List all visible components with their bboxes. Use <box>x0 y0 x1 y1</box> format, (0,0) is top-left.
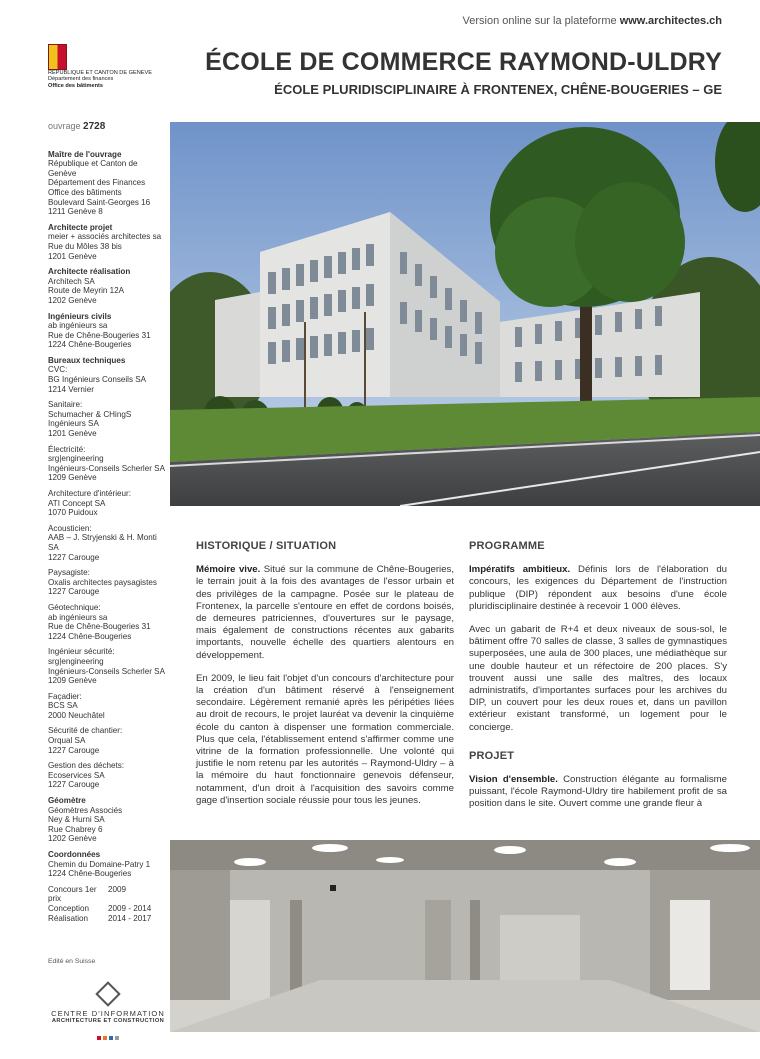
credit-line: 1209 Genève <box>48 676 97 686</box>
cic-tagline: ARCHITECTURE ET CONSTRUCTION <box>51 1018 165 1024</box>
history-lead: Mémoire vive. <box>196 564 261 576</box>
credit-section <box>48 647 168 685</box>
credit-line: Architech SA <box>48 276 95 286</box>
credit-line: 1070 Puidoux <box>48 508 98 518</box>
credit-line: Office des bâtiments <box>48 187 122 197</box>
date-value: 2009 <box>108 884 127 894</box>
date-row <box>48 885 168 904</box>
credit-line: Électricité: <box>48 444 86 454</box>
online-prefix: Version online sur la plateforme <box>462 15 620 27</box>
credit-section <box>48 400 168 438</box>
credit-line: Schumacher & CHingS <box>48 409 132 419</box>
page-title: ÉCOLE DE COMMERCE RAYMOND-ULDRY <box>205 48 722 76</box>
online-version-note <box>463 15 722 27</box>
credit-line: Rue de Chêne-Bougeries 31 <box>48 622 151 632</box>
projet-paragraph <box>469 774 727 811</box>
credit-line: 1224 Chêne-Bougeries <box>48 340 132 350</box>
credit-section <box>48 489 168 518</box>
programme-paragraph <box>469 564 727 613</box>
credit-section <box>48 796 168 844</box>
credit-line: Ingénieurs-Conseils Scherler SA <box>48 666 165 676</box>
credit-section-heading: Architecte réalisation <box>48 267 131 277</box>
credit-line: 1224 Chêne-Bougeries <box>48 869 132 879</box>
credit-section-heading: Ingénieurs civils <box>48 311 112 321</box>
credit-line: Acousticien: <box>48 523 92 533</box>
credit-line: Sécurité de chantier: <box>48 726 123 736</box>
programme-heading: PROGRAMME <box>469 540 545 552</box>
credit-line: 1214 Vernier <box>48 384 94 394</box>
credit-section <box>48 761 168 790</box>
credit-line: ab ingénieurs sa <box>48 612 108 622</box>
history-column <box>196 540 454 818</box>
credit-section <box>48 568 168 597</box>
logo-line: REPUBLIQUE ET CANTON DE GENEVE <box>48 70 152 76</box>
credit-line: 1227 Carouge <box>48 745 100 755</box>
credit-section <box>48 850 168 879</box>
credit-section <box>48 150 168 217</box>
credit-line: 1201 Genève <box>48 251 97 261</box>
credit-section-heading: Coordonnées <box>48 850 101 859</box>
credit-line: Ingénieurs SA <box>48 419 99 429</box>
date-row <box>48 914 168 924</box>
credit-section <box>48 692 168 721</box>
ouvrage-label: ouvrage <box>48 121 84 131</box>
credit-line: 1209 Genève <box>48 473 97 483</box>
credit-line: Département des Finances <box>48 178 146 188</box>
interior-photo <box>170 840 760 1032</box>
programme-column <box>469 540 727 822</box>
credit-line: Orqual SA <box>48 736 86 746</box>
credit-section <box>48 445 168 483</box>
credit-line: BG Ingénieurs Conseils SA <box>48 375 147 385</box>
credit-section-heading: Géomètre <box>48 796 86 806</box>
interior-photo-image <box>170 840 760 1032</box>
projet-heading: PROJET <box>469 749 515 762</box>
cic-color-dots <box>48 1027 168 1045</box>
ouvrage-number <box>48 122 168 132</box>
geneva-crest-icon <box>48 44 67 70</box>
credit-section <box>48 524 168 562</box>
date-label: Conception <box>48 903 89 913</box>
logo-line: Département des finances <box>48 76 114 83</box>
credit-line: Rue de Chêne-Bougeries 31 <box>48 330 151 340</box>
credit-line: Géotechnique: <box>48 602 101 612</box>
credit-line: Architecture d'intérieur: <box>48 489 131 498</box>
credit-section-heading: Architecte projet <box>48 222 113 232</box>
credit-line: AAB – J. Stryjenski & H. Monti SA <box>48 533 157 552</box>
credit-line: srg|engineering <box>48 454 104 464</box>
credit-line: 1227 Carouge <box>48 552 100 562</box>
credit-line: Gestion des déchets: <box>48 761 125 771</box>
edition-note: Edité en Suisse <box>48 958 96 966</box>
credit-line: 1202 Genève <box>48 834 97 844</box>
credit-section <box>48 356 168 394</box>
history-paragraph-2: En 2009, le lieu fait l'objet d'un concours d'architecture pour la création d'un bâtiment réservé à l'enseignement secondaire. Légèrement remanié après les péripéties liées au droit de recours, le projet lauréat va devenir la cinquième école du canton à dispenser une formation commerciale. Plus que cela, l'établissement entend s'affirmer comme une vitrine de la formation professionnelle. Une volonté qui justifie le nom retenu par les autorités – Raymond-Uldry – à la mémoire du haut fonctionnaire genevois défenseur, notamment, d'un droit à l'acquisition des savoirs comme gage d'insertion sociale réussie pour tous les jeunes. <box>196 672 454 806</box>
credit-line: BCS SA <box>48 701 78 711</box>
credit-line: 1211 Genève 8 <box>48 207 103 217</box>
date-row <box>48 904 168 914</box>
history-paragraph <box>196 564 454 662</box>
exterior-photo <box>170 122 760 506</box>
credit-line: Chemin du Domaine-Patry 1 <box>48 859 151 869</box>
credit-line: CVC: <box>48 365 68 375</box>
credit-line: 1201 Genève <box>48 429 97 439</box>
credit-line: Boulevard Saint-Georges 16 <box>48 197 151 207</box>
credit-line: 2000 Neuchâtel <box>48 710 105 720</box>
cic-logo <box>48 985 168 1045</box>
credit-sections <box>48 150 168 879</box>
credit-line: ab ingénieurs sa <box>48 321 108 331</box>
credit-section <box>48 312 168 350</box>
page-subtitle: ÉCOLE PLURIDISCIPLINAIRE À FRONTENEX, CHÊNE-BOUGERIES – GE <box>274 82 722 97</box>
credit-line: 1224 Chêne-Bougeries <box>48 631 132 641</box>
credit-line: Rue Chabrey 6 <box>48 824 103 834</box>
credit-section <box>48 603 168 641</box>
credit-line: Paysagiste: <box>48 568 90 578</box>
online-site-link[interactable]: www.architectes.ch <box>619 15 722 27</box>
cic-name: CENTRE D'INFORMATION <box>51 1009 165 1018</box>
date-value: 2014 - 2017 <box>108 913 152 923</box>
project-dates <box>48 885 168 923</box>
credit-line: meier + associés architectes sa <box>48 232 162 242</box>
credit-line: 1227 Carouge <box>48 780 100 790</box>
credit-line: srg|engineering <box>48 656 104 666</box>
projet-lead: Vision d'ensemble. <box>469 774 558 786</box>
credit-section-heading: Maître de l'ouvrage <box>48 149 122 159</box>
logo-line: Office des bâtiments <box>48 82 104 89</box>
credit-line: Géomètres Associés <box>48 805 123 815</box>
credit-line: Sanitaire: <box>48 400 83 410</box>
project-credits-sidebar <box>48 122 168 967</box>
credit-line: Ney & Hurni SA <box>48 815 105 825</box>
credit-line: Façadier: <box>48 691 82 701</box>
credit-line: ATI Concept SA <box>48 498 106 508</box>
credit-line: 1227 Carouge <box>48 587 100 597</box>
projet-text: Construction élégante au formalisme puissant, l'école Raymond-Uldry tire habilement profit de sa position dans le site. Ouvert comme une grande fleur à <box>469 774 727 810</box>
cic-diamond-icon <box>95 981 120 1006</box>
credit-line: Route de Meyrin 12A <box>48 286 125 296</box>
programme-text: Définis lors de l'élaboration du concours, les exigences du Département de l'instruction publique (DIP) répondent aux besoins d'une école pluridisciplinaire destinée à recevoir 1 000 élèves. <box>469 564 727 612</box>
credit-line: Oxalis architectes paysagistes <box>48 577 157 587</box>
credit-section <box>48 223 168 261</box>
history-heading: HISTORIQUE / SITUATION <box>196 540 337 552</box>
credit-line: 1202 Genève <box>48 295 97 305</box>
exterior-photo-image <box>170 122 760 506</box>
programme-lead: Impératifs ambitieux. <box>469 564 571 576</box>
history-text: Situé sur la commune de Chêne-Bougeries, le terrain jouit à la fois des avantages de l'essor urbain et des privilèges de la campagne. Posée sur le plateau de Frontenex, la parcelle s'entoure en effet de cordons boisés, de demeures patriciennes, d'ouvertures sur le paysage, mais également de constructions récentes aux gabarits importants, nouvelle échelle des quartiers alentours en développement. <box>196 564 454 661</box>
credit-line: Ecoservices SA <box>48 770 105 780</box>
date-label: Réalisation <box>48 913 89 923</box>
logo-text <box>48 70 153 89</box>
credit-line: Rue du Môles 38 bis <box>48 241 122 251</box>
canton-logo <box>48 44 178 89</box>
date-value: 2009 - 2014 <box>108 903 152 913</box>
ouvrage-value: 2728 <box>83 121 106 132</box>
credit-section <box>48 726 168 755</box>
credit-section <box>48 267 168 305</box>
credit-line: Ingénieurs-Conseils Scherler SA <box>48 463 165 473</box>
credit-line: Ingénieur sécurité: <box>48 647 115 657</box>
credit-section-heading: Bureaux techniques <box>48 355 126 365</box>
date-label: Concours 1er prix <box>48 884 97 904</box>
programme-paragraph-2: Avec un gabarit de R+4 et deux niveaux de sous-sol, le bâtiment offre 70 salles de classe, 3 salles de gymnastiques superposées, une aula de 300 places, une médiathèque sur une double hauteur et un réfectoire de 200 places. S'y trouvent aussi une salle des maîtres, des locaux administratifs, d'importantes surfaces pour les archives du DIP, un couvert pour les deux roues et, dans un pavillon extérieur existant transformé, un logement pour le concierge. <box>469 624 727 733</box>
credit-line: République et Canton de Genève <box>48 159 138 178</box>
